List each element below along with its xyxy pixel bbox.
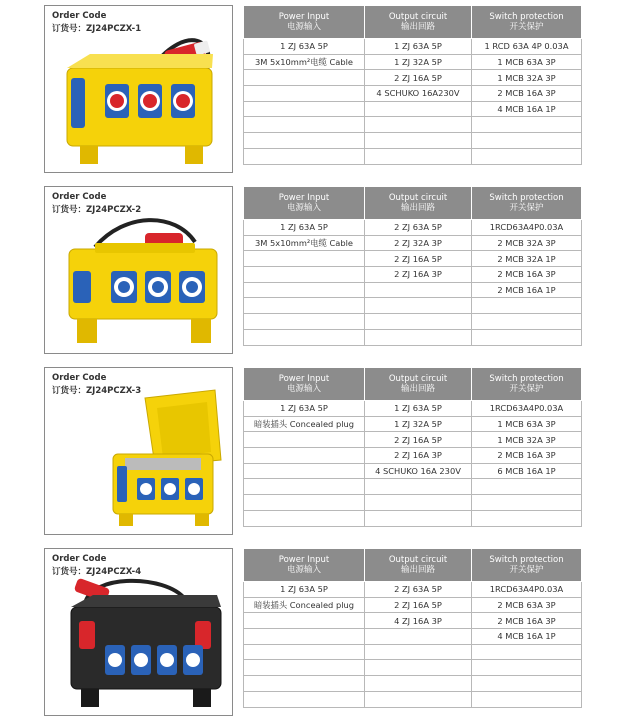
order-code-label: Order Code: [52, 192, 107, 202]
table-row: [244, 479, 582, 495]
table-row: 2 MCB 16A 1P: [244, 282, 582, 298]
table-row: 4 SCHUKO 16A 230V 6 MCB 16A 1P: [244, 463, 582, 479]
header-switch-protection: Switch protection 开关保护: [472, 549, 582, 582]
table-row: 2 ZJ 16A 3P 2 MCB 16A 3P: [244, 267, 582, 283]
order-number: 订货号：ZJ24PCZX-3: [52, 386, 142, 396]
table-row: [244, 676, 582, 692]
header-power-input: Power Input 电源输入: [244, 368, 365, 401]
table-row: 2 ZJ 16A 5P 1 MCB 32A 3P: [244, 70, 582, 86]
distribution-box-image: [45, 187, 233, 354]
table-row: [244, 148, 582, 164]
header-output-circuit: Output circuit 输出回路: [365, 368, 472, 401]
header-power-input: Power Input 电源输入: [244, 549, 365, 582]
table-row: 1 ZJ 63A 5P 1 ZJ 63A 5P 1 RCD 63A 4P 0.03A: [244, 39, 582, 55]
table-row: [244, 133, 582, 149]
header-switch-protection: Switch protection 开关保护: [472, 368, 582, 401]
table-row: [244, 691, 582, 707]
table-row: 2 ZJ 16A 5P 1 MCB 32A 3P: [244, 432, 582, 448]
order-number: 订货号：ZJ24PCZX-1: [52, 24, 142, 34]
distribution-box-image: [45, 549, 233, 716]
header-switch-protection: Switch protection 开关保护: [472, 187, 582, 220]
table-row: 2 ZJ 16A 3P 2 MCB 16A 3P: [244, 448, 582, 464]
table-row: 3M 5x10mm²电缆 Cable 2 ZJ 32A 3P 2 MCB 32A 3P: [244, 235, 582, 251]
table-row: 暗装插头 Concealed plug 1 ZJ 32A 5P 1 MCB 63A 3P: [244, 416, 582, 432]
table-row: 1 ZJ 63A 5P 2 ZJ 63A 5P 1RCD63A4P0.03A: [244, 582, 582, 598]
table-row: 4 MCB 16A 1P: [244, 101, 582, 117]
order-code-label: Order Code: [52, 373, 107, 383]
product-photo: [44, 367, 233, 535]
table-row: [244, 117, 582, 133]
product-photo: [44, 548, 233, 716]
product-photo: [44, 186, 233, 354]
header-output-circuit: Output circuit 输出回路: [365, 549, 472, 582]
table-row: [244, 298, 582, 314]
table-row: 4 ZJ 16A 3P 2 MCB 16A 3P: [244, 613, 582, 629]
order-code-label: Order Code: [52, 554, 107, 564]
header-switch-protection: Switch protection 开关保护: [472, 6, 582, 39]
spec-table: [243, 548, 582, 708]
table-row: [244, 644, 582, 660]
product-photo: [44, 5, 233, 173]
header-power-input: Power Input 电源输入: [244, 6, 365, 39]
header-output-circuit: Output circuit 输出回路: [365, 187, 472, 220]
table-row: [244, 314, 582, 330]
table-row: 4 SCHUKO 16A230V 2 MCB 16A 3P: [244, 86, 582, 102]
order-code-label: Order Code: [52, 11, 107, 21]
table-row: [244, 329, 582, 345]
spec-table: [243, 367, 582, 527]
table-row: [244, 510, 582, 526]
table-row: 1 ZJ 63A 5P 2 ZJ 63A 5P 1RCD63A4P0.03A: [244, 220, 582, 236]
spec-table: [243, 5, 582, 165]
table-row: 3M 5x10mm²电缆 Cable 1 ZJ 32A 5P 1 MCB 63A 3P: [244, 54, 582, 70]
distribution-box-image: [45, 368, 233, 535]
table-row: 4 MCB 16A 1P: [244, 629, 582, 645]
table-row: [244, 660, 582, 676]
table-row: 暗装插头 Concealed plug 2 ZJ 16A 5P 2 MCB 63A 3P: [244, 597, 582, 613]
table-row: 1 ZJ 63A 5P 1 ZJ 63A 5P 1RCD63A4P0.03A: [244, 401, 582, 417]
distribution-box-image: [45, 6, 233, 173]
order-number: 订货号：ZJ24PCZX-2: [52, 205, 142, 215]
table-row: [244, 495, 582, 511]
table-row: 2 ZJ 16A 5P 2 MCB 32A 1P: [244, 251, 582, 267]
header-power-input: Power Input 电源输入: [244, 187, 365, 220]
header-output-circuit: Output circuit 输出回路: [365, 6, 472, 39]
order-number: 订货号：ZJ24PCZX-4: [52, 567, 142, 577]
spec-table: [243, 186, 582, 346]
